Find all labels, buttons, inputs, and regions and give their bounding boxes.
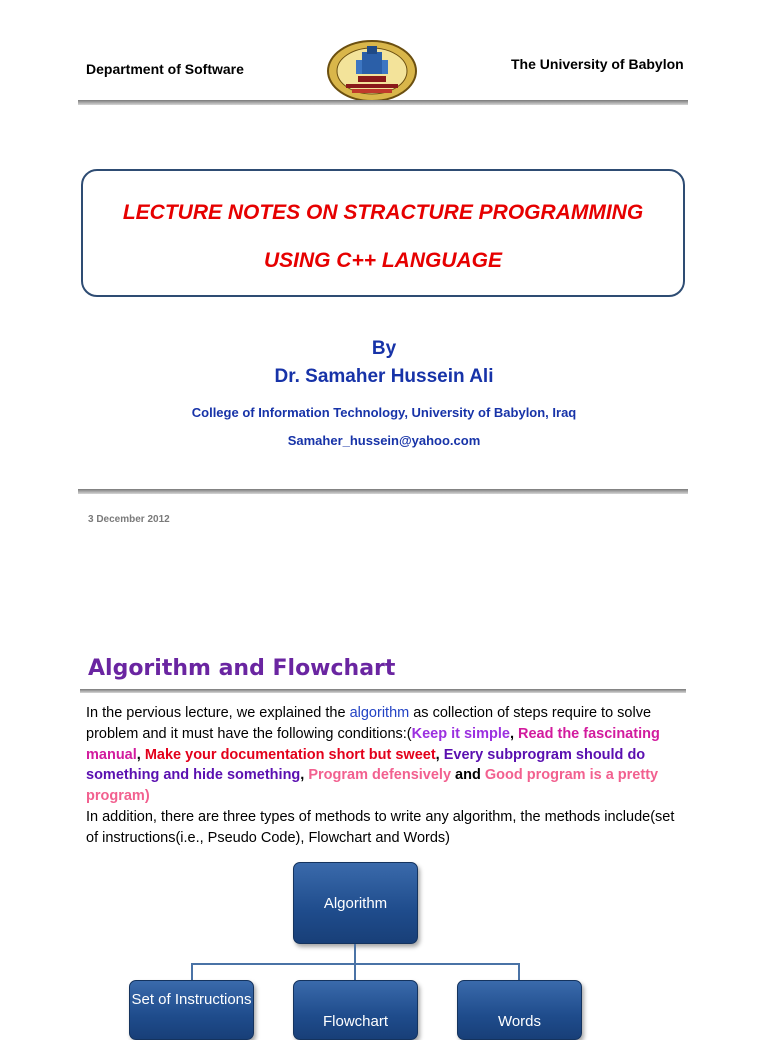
- diagram-node-flowchart: Flowchart: [293, 980, 418, 1040]
- sep-1: ,: [509, 725, 518, 742]
- body-text: [86, 703, 686, 849]
- condition-2: Read the fascinating manual: [86, 725, 660, 763]
- diagram-node-set-of-instructions: Set of Instructions: [129, 980, 254, 1040]
- connector-center: [354, 963, 356, 980]
- diagram-node-words: Words: [457, 980, 582, 1040]
- condition-3: Make your documentation short but sweet: [144, 746, 436, 763]
- algorithm-word: algorithm: [349, 705, 410, 721]
- title-line-1: LECTURE NOTES ON STRACTURE PROGRAMMING: [122, 201, 644, 224]
- by-label: By: [371, 338, 397, 359]
- department-label: Department of Software: [86, 61, 244, 77]
- affiliation: College of Information Technology, University of Babylon, Iraq: [191, 405, 577, 420]
- diagram-root-node: Algorithm: [293, 862, 418, 944]
- sep-3: ,: [435, 746, 444, 763]
- title-box: [81, 169, 685, 297]
- condition-6: Good program is a pretty program): [86, 767, 659, 805]
- section-rule: [80, 689, 686, 693]
- title-line-2: USING C++ LANGUAGE: [263, 249, 503, 272]
- university-seal-icon: [326, 38, 418, 102]
- author-name: Dr. Samaher Hussein Ali: [274, 366, 494, 387]
- connector-right: [518, 963, 520, 980]
- date-label: 3 December 2012: [88, 514, 170, 525]
- university-label: The University of Babylon: [511, 56, 684, 72]
- condition-1: Keep it simple: [411, 725, 510, 742]
- connector-left: [191, 963, 193, 980]
- p2: In addition, there are three types of methods to write any algorithm, the methods include(set of instructions(i.e., Pseudo Code), Flowchart and Words): [86, 808, 675, 846]
- p1-intro: In the pervious lecture, we explained the: [86, 705, 350, 721]
- sep-2: ,: [136, 746, 145, 763]
- connector-vertical-root: [354, 944, 356, 964]
- p1-mid: as collection of steps require to solve problem and it must have the following conditions:(: [86, 705, 652, 742]
- footer-rule: [78, 489, 688, 494]
- author-email: Samaher_hussein@yahoo.com: [287, 433, 481, 448]
- sep-4: ,: [300, 767, 309, 784]
- condition-5: Program defensively: [308, 767, 452, 784]
- condition-4: Every subprogram should do something and hide something: [86, 746, 646, 784]
- header-rule: [78, 100, 688, 105]
- and-word: and: [451, 767, 485, 784]
- section-title: Algorithm and Flowchart: [88, 656, 396, 681]
